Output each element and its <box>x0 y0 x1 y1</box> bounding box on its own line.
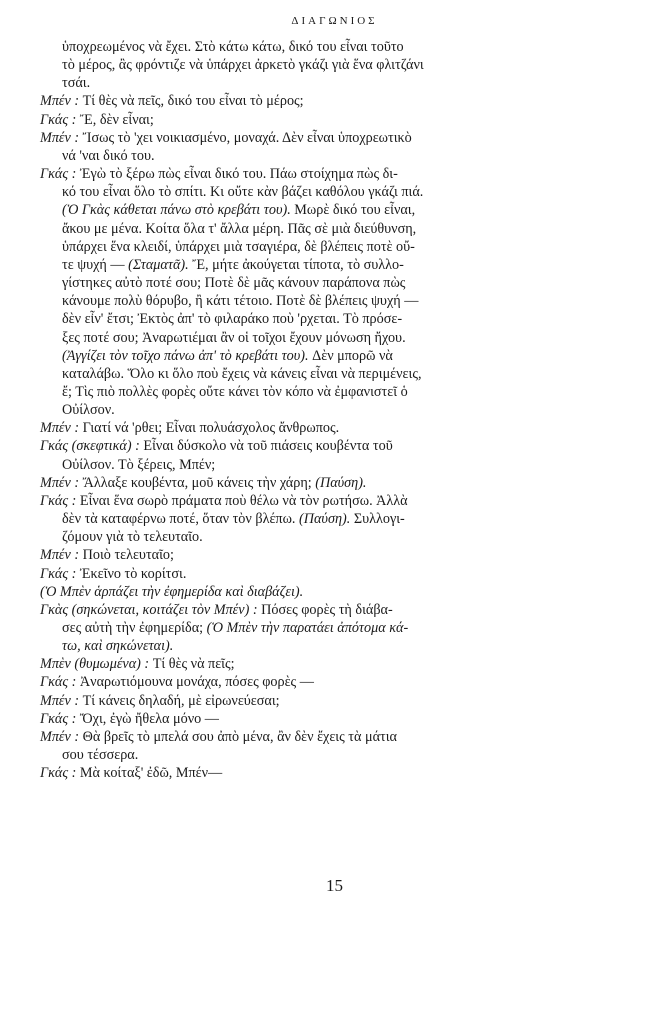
text-line <box>40 692 583 710</box>
line-text: Μὰ κοίταξ' ἐδῶ, Μπέν— <box>79 765 223 782</box>
speaker-label: Γκάς : <box>40 765 80 782</box>
line-text: Τί θὲς νὰ πεῖς, δικό του εἶναι τὸ μέρος; <box>82 93 304 110</box>
line-text: ὑπάρχει ἕνα κλειδί, ὑπάρχει μιὰ τσαγιέρα, δὲ βλέπεις ποτὲ οὔ- <box>62 238 415 255</box>
line-text: Οὐίλσον. Τὸ ξέρεις, Μπέν; <box>62 456 216 473</box>
text-line <box>40 129 583 147</box>
speaker-label: Μπέν : <box>40 547 83 564</box>
line-text: δὲν εἶν' ἔτσι; Ἐκτὸς ἀπ' τὸ φιλαράκο ποὺ 'ρχεται. Τὸ πρόσε- <box>62 311 403 328</box>
text-line <box>40 111 583 129</box>
line-text: Ὄχι, ἐγὼ ἤθελα μόνο — <box>79 710 219 727</box>
speaker-label: Μπέν : <box>40 728 83 745</box>
speaker-label: Μπέν : <box>40 474 83 491</box>
text-line <box>40 528 583 546</box>
line-text: Πόσες φορὲς τὴ διάβα- <box>261 601 393 618</box>
text-line <box>40 329 583 347</box>
text-line <box>40 746 583 764</box>
text-line <box>40 764 583 782</box>
line-text: σες αὐτὴ τὴν ἐφημερίδα; <box>62 620 207 636</box>
speaker-label: Γκάς : <box>40 565 80 582</box>
text-line <box>40 147 583 165</box>
line-text: κάνουμε πολὺ θόρυβο, ἢ κάτι τέτοιο. Ποτὲ δὲ βλέπεις ψυχή — <box>62 293 419 310</box>
speaker-label: Γκάς : <box>40 710 80 727</box>
line-text: τὸ μέρος, ἂς φρόντιζε νὰ ὑπάρχει ἀρκετὸ γκάζι γιὰ ἕνα φλιτζάνι <box>62 57 424 74</box>
stage-direction: (Ὁ Μπὲν ἁρπάζει τὴν ἐφημερίδα καὶ διαβάζει). <box>40 583 304 600</box>
line-text: σου τέσσερα. <box>62 747 139 764</box>
text-line <box>40 201 583 219</box>
line-text: ἄκου με μένα. Κοίτα ὅλα τ' ἄλλα μέρη. Πᾶς σὲ μιὰ διεύθυνση, <box>62 220 417 237</box>
text-line <box>40 619 583 637</box>
speaker-label: Μπέν : <box>40 692 83 709</box>
stage-direction: (Σταματᾶ). <box>128 256 193 273</box>
text-line <box>40 347 583 365</box>
text-line <box>40 419 583 437</box>
text-line <box>40 601 583 619</box>
speaker-label: Γκάς : <box>40 166 80 183</box>
line-text: Εἶναι δύσκολο νὰ τοῦ πιάσεις κουβέντα τοῦ <box>143 438 393 455</box>
text-line <box>40 728 583 746</box>
line-text: Συλλογι- <box>353 511 405 528</box>
line-text: ζόμουν γιὰ τὸ τελευταῖο. <box>62 529 203 546</box>
text-line <box>40 401 583 419</box>
text-line <box>40 292 583 310</box>
text-line <box>40 310 583 328</box>
text-line <box>40 655 583 673</box>
line-text: Ἐκεῖνο τὸ κορίτσι. <box>79 565 187 582</box>
text-line <box>40 456 583 474</box>
running-header: ΔΙΑΓΩΝΙΟΣ <box>291 15 378 27</box>
speaker-label: Μπέν : <box>40 93 83 110</box>
text-line <box>40 74 583 92</box>
text-line <box>40 637 583 655</box>
line-text: γίστηκες αὐτὸ ποτέ σου; Ποτὲ δὲ μᾶς κάνουν παράπονα πὼς <box>62 275 406 292</box>
speaker-label: Γκὰς (σηκώνεται, κοιτάζει τὸν Μπέν) : <box>40 601 262 618</box>
text-line <box>40 183 583 201</box>
text-line <box>40 474 583 492</box>
text-line <box>40 546 583 564</box>
stage-direction: (Παύση). <box>299 511 354 528</box>
line-text: Ἐγὼ τὸ ξέρω πὼς εἶναι δικό του. Πάω στοίχημα πὼς δι- <box>79 166 398 183</box>
text-line <box>40 710 583 728</box>
text-line <box>40 92 583 110</box>
text-line <box>40 220 583 238</box>
line-text: ἔ; Τὶς πιὸ πολλὲς φορὲς οὔτε κάνει τὸν κόπο νὰ ἐμφανιστεῖ ὁ <box>62 383 408 400</box>
line-text: Εἶναι ἕνα σωρὸ πράματα ποὺ θέλω νὰ τὸν ρωτήσω. Ἀλλὰ <box>79 492 408 509</box>
speaker-label: Μπέν : <box>40 420 83 437</box>
text-line <box>40 256 583 274</box>
line-text: ξες ποτέ σου; Ἀναρωτιέμαι ἂν οἱ τοῖχοι ἔχουν μόνωση ἤχου. <box>62 329 406 346</box>
stage-direction: (Ἀγγίζει τὸν τοῖχο πάνω ἀπ' τὸ κρεβάτι του). <box>62 347 313 364</box>
text-line <box>40 510 583 528</box>
speaker-label: Μπέν : <box>40 129 83 146</box>
text-line <box>40 274 583 292</box>
speaker-label: Γκάς : <box>40 111 80 128</box>
line-text: ὑποχρεωμένος νὰ ἔχει. Στὸ κάτω κάτω, δικό του εἶναι τοῦτο <box>62 39 404 55</box>
line-text: Τί κάνεις δηλαδή, μὲ εἰρωνεύεσαι; <box>82 692 280 709</box>
line-text: καταλάβω. Ὅλο κι ὅλο ποὺ ἔχεις νὰ κάνεις εἶναι νὰ περιμένεις, <box>62 365 422 382</box>
line-text: Ἔ, δὲν εἶναι; <box>79 111 154 128</box>
line-text: Ἄλλαξε κουβέντα, μοῦ κάνεις τὴν χάρη; <box>82 474 316 491</box>
line-text: Τί θὲς νὰ πεῖς; <box>152 656 235 673</box>
text-line <box>40 165 583 183</box>
stage-direction: (Παύση). <box>315 474 367 491</box>
text-line <box>40 365 583 383</box>
line-text: κό του εἶναι ὅλο τὸ σπίτι. Κι οὔτε κὰν βάζει καθόλου γκάζι πιά. <box>62 184 424 201</box>
line-text: Ποιὸ τελευταῖο; <box>82 547 174 564</box>
line-text: δὲν τὰ καταφέρνω ποτέ, ὅταν τὸν βλέπω. <box>62 511 300 528</box>
text-line <box>40 56 583 74</box>
line-text: Οὐίλσον. <box>62 402 115 419</box>
page-number: 15 <box>326 876 343 895</box>
text-line <box>40 383 583 401</box>
speaker-label: Γκάς : <box>40 492 80 509</box>
line-text: Ἀναρωτιόμουνα μονάχα, πόσες φορὲς — <box>79 674 314 691</box>
text-line <box>40 238 583 256</box>
stage-direction: (Ὁ Μπὲν τὴν παρατάει ἀπότομα κά- <box>206 620 409 636</box>
speaker-label: Μπὲν (θυμωμένα) : <box>40 656 153 673</box>
speaker-label: Γκάς (σκεφτικά) : <box>40 438 144 455</box>
dialogue-text <box>40 38 583 782</box>
line-text: Δὲν μπορῶ νὰ <box>312 347 393 364</box>
line-text: τε ψυχή — <box>62 256 129 273</box>
text-line <box>40 673 583 691</box>
line-text: Ἴσως τὸ 'χει νοικιασμένο, μοναχά. Δὲν εἶναι ὑποχρεωτικὸ <box>82 129 412 146</box>
speaker-label: Γκάς : <box>40 674 80 691</box>
text-line <box>40 437 583 455</box>
stage-direction: τω, καὶ σηκώνεται). <box>62 638 174 655</box>
line-text: νά 'ναι δικό του. <box>62 147 155 164</box>
line-text: Μωρὲ δικό του εἶναι, <box>294 202 416 219</box>
text-line <box>40 565 583 583</box>
line-text: Γιατί νά 'ρθει; Εἶναι πολυάσχολος ἄνθρωπος. <box>82 420 340 437</box>
text-line <box>40 38 583 56</box>
line-text: τσάι. <box>62 75 91 92</box>
text-line <box>40 583 583 601</box>
line-text: Ἔ, μήτε ἀκούγεται τίποτα, τὸ συλλο- <box>192 256 404 273</box>
stage-direction: (Ὁ Γκὰς κάθεται πάνω στὸ κρεβάτι του). <box>62 202 295 219</box>
text-line <box>40 492 583 510</box>
line-text: Θὰ βρεῖς τὸ μπελά σου ἀπὸ μένα, ἂν δὲν ἔχεις τὰ μάτια <box>82 728 397 745</box>
